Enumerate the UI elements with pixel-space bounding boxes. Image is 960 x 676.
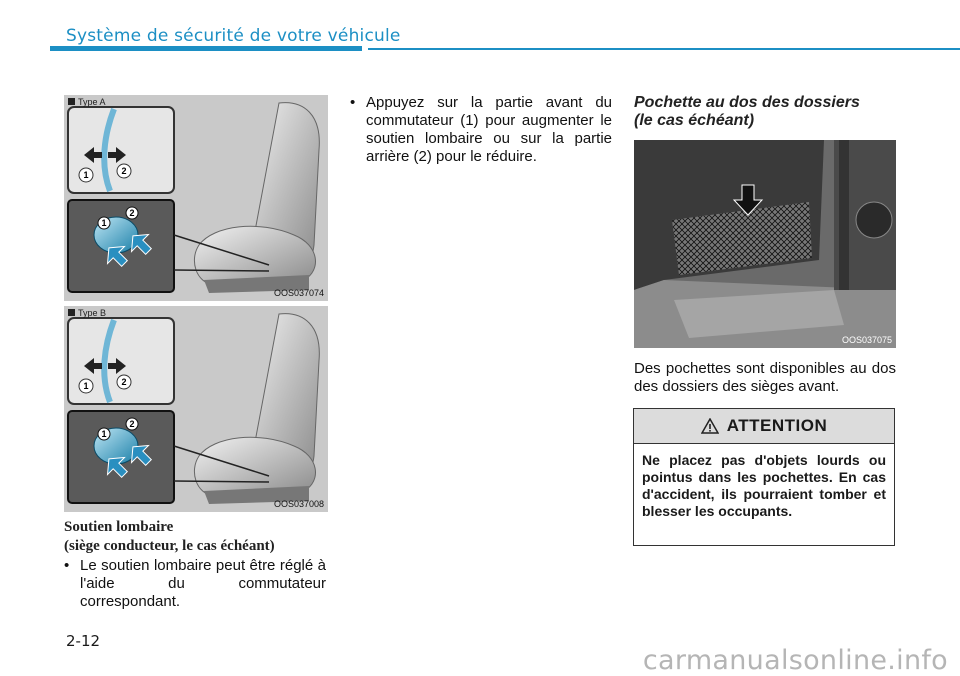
attention-header [634,409,894,444]
callout-number: 2 [121,166,127,176]
figure-seatback-pocket [634,140,896,348]
attention-title: ATTENTION [726,416,828,435]
page-number: 2-12 [66,632,101,650]
warning-triangle-icon [701,418,719,434]
seatback-pocket-photo [634,140,896,348]
figure-type-a [64,95,328,301]
seat-illustration-a [64,95,328,301]
heading-line-1: Soutien lombaire [64,519,174,535]
type-label-a [68,97,106,107]
type-label-b [68,308,106,318]
callout-number: 2 [129,208,135,218]
lumbar-support-heading [64,518,275,556]
figure-code-b: OOS037008 [273,499,324,509]
attention-text: Ne placez pas d'objets lourds ou pointus dans les pochettes. En cas d'accident, ils pourraient tomber et blesser les occupants. [642,452,886,519]
heading-line-2: (le cas échéant) [634,112,755,129]
figure-type-b [64,306,328,512]
callout-number: 2 [121,377,127,387]
switch-bullet [350,94,612,166]
figure-code-a: OOS037074 [273,288,324,298]
heading-line-1: Pochette au dos des dossiers [634,94,860,111]
pocket-paragraph: Des pochettes sont disponibles au dos des dossiers des sièges avant. [634,360,896,395]
figure-code-c: OOS037075 [841,335,892,345]
bullet-text: Appuyez sur la partie avant du commutateur (1) pour augmenter le soutien lombaire ou sur la partie arrière (2) pour le réduire. [366,94,612,165]
bullet-dot-icon: • [350,94,356,111]
callout-number: 1 [83,170,89,180]
header-rule-left [50,46,362,51]
type-label-text: Type B [78,308,107,318]
heading-line-2: (siège conducteur, le cas échéant) [64,538,275,554]
type-label-text: Type A [78,97,106,107]
attention-box [633,408,895,546]
lumbar-bullet [64,557,326,611]
callout-number: 1 [101,218,107,228]
watermark: carmanualsonline.info [642,645,948,676]
callout-number: 1 [101,429,107,439]
square-bullet-icon [68,98,75,105]
seatback-pocket-heading [634,94,896,130]
header-rule-right [368,48,960,50]
bullet-text: Le soutien lombaire peut être réglé à l'aide du commutateur correspondant. [80,557,326,610]
header-title: Système de sécurité de votre véhicule [66,26,401,46]
callout-number: 2 [129,419,135,429]
seat-illustration-b [64,306,328,512]
square-bullet-icon [68,309,75,316]
bullet-dot-icon: • [64,557,70,574]
callout-number: 1 [83,381,89,391]
